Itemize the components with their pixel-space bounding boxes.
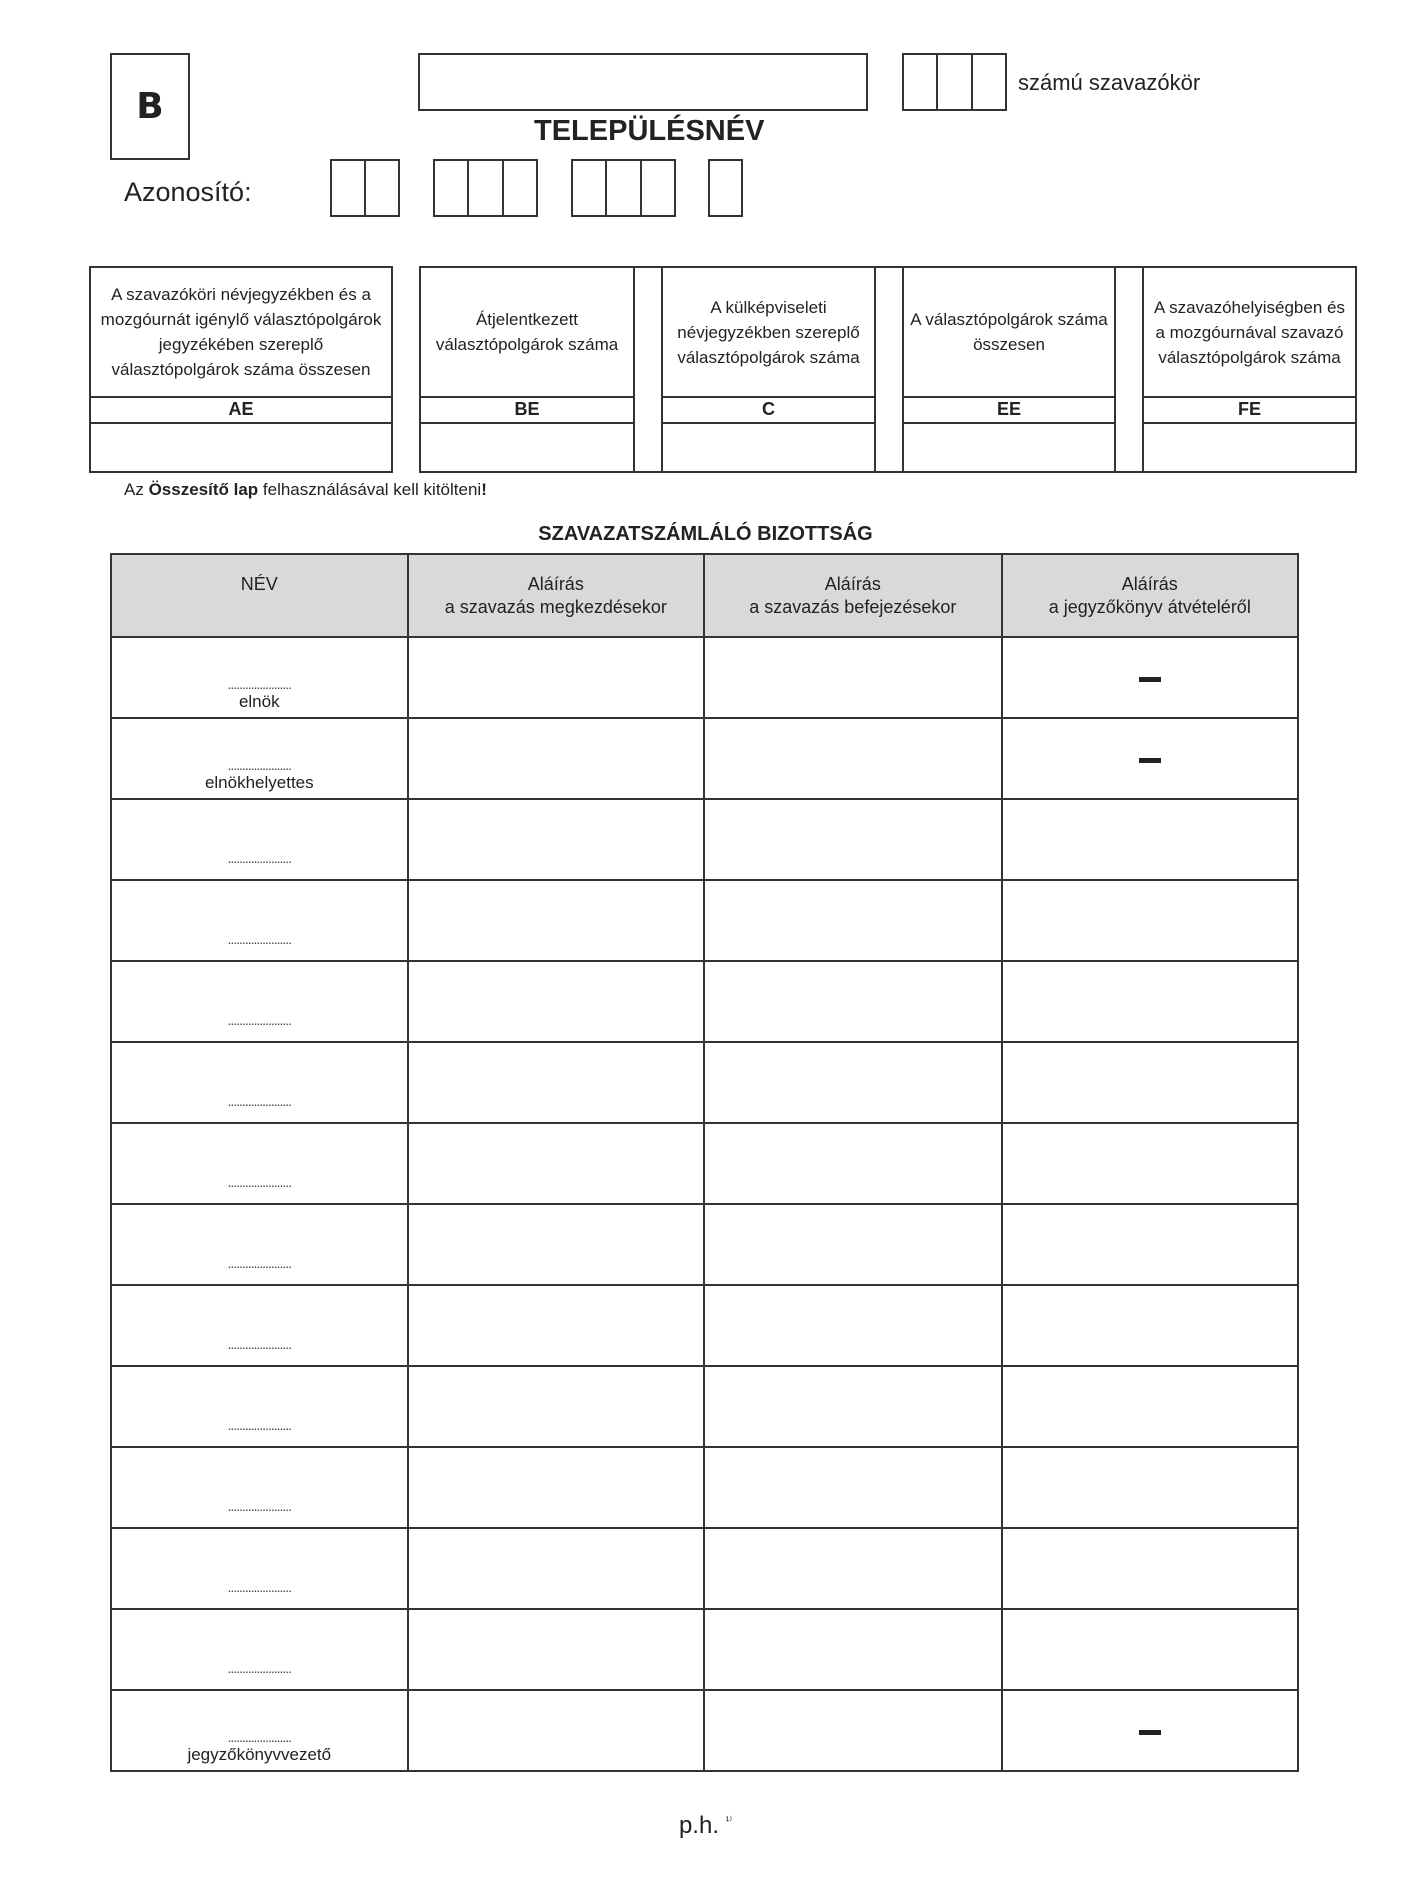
sig-end-cell[interactable] (704, 1690, 1001, 1771)
member-role (112, 1027, 407, 1041)
sig-end-cell[interactable] (704, 718, 1001, 799)
sig-end-cell[interactable] (704, 1123, 1001, 1204)
stat-value-fe[interactable] (1142, 422, 1357, 473)
sig-receipt-cell[interactable] (1002, 1609, 1298, 1690)
member-name-cell[interactable] (111, 799, 408, 880)
sig-receipt-column-header: Aláírás a jegyzőkönyv átvételéről (1002, 554, 1298, 637)
not-applicable-dash (1139, 677, 1161, 682)
name-dotted-line: ...................... (227, 1174, 292, 1190)
committee-row (111, 1285, 1298, 1366)
name-dotted-line: ...................... (227, 1336, 292, 1352)
sig-start-column-header: Aláírás a szavazás megkezdésekor (408, 554, 705, 637)
identifier-label: Azonosító: (124, 177, 252, 207)
committee-row (111, 1528, 1298, 1609)
fill-instruction: Az Összesítő lap felhasználásával kell kitölteni! (124, 480, 487, 499)
committee-row (111, 718, 1298, 799)
member-name-cell[interactable] (111, 1528, 408, 1609)
sig-end-cell[interactable] (704, 1204, 1001, 1285)
sig-start-cell[interactable] (408, 1528, 705, 1609)
committee-title: SZAVAZATSZÁMLÁLÓ BIZOTTSÁG (538, 523, 873, 545)
member-role: jegyzőkönyvvezető (187, 1745, 332, 1764)
committee-row (111, 799, 1298, 880)
member-name-cell[interactable] (111, 1204, 408, 1285)
member-role (112, 1432, 407, 1446)
committee-row (111, 1609, 1298, 1690)
stat-value-be[interactable] (419, 422, 635, 473)
member-name-cell[interactable] (111, 1285, 408, 1366)
sig-receipt-cell[interactable] (1002, 961, 1298, 1042)
sig-receipt-cell[interactable] (1002, 1285, 1298, 1366)
sig-start-cell[interactable] (408, 1123, 705, 1204)
sig-receipt-cell[interactable] (1002, 1366, 1298, 1447)
sig-start-cell[interactable] (408, 1366, 705, 1447)
sig-receipt-cell[interactable] (1002, 1447, 1298, 1528)
identifier-field-1[interactable] (330, 159, 400, 217)
sig-start-cell[interactable] (408, 637, 705, 718)
stat-code-ae: AE (89, 396, 393, 424)
name-dotted-line: ...................... (227, 850, 292, 866)
member-role (112, 946, 407, 960)
identifier-field-4[interactable] (708, 159, 743, 217)
member-name-cell[interactable] (111, 880, 408, 961)
member-role (112, 1189, 407, 1203)
committee-row (111, 880, 1298, 961)
stat-header-ee: A választópolgárok száma összesen (902, 266, 1116, 398)
settlement-name-field[interactable] (418, 53, 868, 111)
district-number-field[interactable] (902, 53, 1007, 111)
form-letter-box (110, 53, 190, 160)
stat-header-c: A külképviseleti névjegyzékben szereplő választópolgárok száma (661, 266, 876, 398)
sig-receipt-cell[interactable] (1002, 1042, 1298, 1123)
member-role (112, 865, 407, 879)
member-role (112, 1513, 407, 1527)
member-role (112, 1675, 407, 1689)
member-name-cell[interactable] (111, 1447, 408, 1528)
sig-start-cell[interactable] (408, 1690, 705, 1771)
sig-start-cell[interactable] (408, 799, 705, 880)
committee-row (111, 1447, 1298, 1528)
member-name-cell[interactable] (111, 718, 408, 799)
committee-row (111, 1690, 1298, 1771)
name-dotted-line: ...................... (227, 1579, 292, 1595)
sig-start-cell[interactable] (408, 880, 705, 961)
name-dotted-line: ...................... (227, 1255, 292, 1271)
stat-value-ae[interactable] (89, 422, 393, 473)
committee-row (111, 961, 1298, 1042)
member-name-cell[interactable] (111, 1042, 408, 1123)
member-name-cell[interactable] (111, 1690, 408, 1771)
name-dotted-line: ...................... (227, 1417, 292, 1433)
stat-code-c: C (661, 396, 876, 424)
not-applicable-dash (1139, 1730, 1161, 1735)
sig-end-cell[interactable] (704, 1366, 1001, 1447)
committee-row (111, 637, 1298, 718)
sig-end-column-header: Aláírás a szavazás befejezésekor (704, 554, 1001, 637)
stat-value-c[interactable] (661, 422, 876, 473)
place-title: TELEPÜLÉSNÉV (534, 115, 765, 147)
sig-receipt-cell[interactable] (1002, 799, 1298, 880)
sig-end-cell[interactable] (704, 1447, 1001, 1528)
stat-header-be: Átjelentkezett választópolgárok száma (419, 266, 635, 398)
name-dotted-line: ...................... (227, 931, 292, 947)
separator-cell (633, 266, 663, 473)
name-dotted-line: ...................... (227, 676, 292, 692)
member-role (112, 1594, 407, 1608)
member-role: elnök (238, 692, 280, 711)
committee-table (110, 553, 1299, 1772)
stat-code-be: BE (419, 396, 635, 424)
stat-value-ee[interactable] (902, 422, 1116, 473)
committee-row (111, 1204, 1298, 1285)
sig-start-cell[interactable] (408, 961, 705, 1042)
sig-start-cell[interactable] (408, 1609, 705, 1690)
sig-receipt-cell[interactable] (1002, 637, 1298, 718)
sig-start-cell[interactable] (408, 1285, 705, 1366)
sig-end-cell[interactable] (704, 1285, 1001, 1366)
name-dotted-line: ...................... (227, 1093, 292, 1109)
sig-start-cell[interactable] (408, 1042, 705, 1123)
form-letter: B (136, 86, 164, 127)
sig-receipt-cell[interactable] (1002, 718, 1298, 799)
member-role (112, 1108, 407, 1122)
sig-end-cell[interactable] (704, 637, 1001, 718)
member-name-cell[interactable] (111, 1366, 408, 1447)
name-dotted-line: ...................... (227, 1729, 292, 1745)
member-role (112, 1351, 407, 1365)
sig-end-cell[interactable] (704, 880, 1001, 961)
not-applicable-dash (1139, 758, 1161, 763)
sig-receipt-cell[interactable] (1002, 1123, 1298, 1204)
sig-end-cell[interactable] (704, 799, 1001, 880)
separator-cell (1114, 266, 1144, 473)
sig-end-cell[interactable] (704, 961, 1001, 1042)
name-dotted-line: ...................... (227, 1012, 292, 1028)
name-dotted-line: ...................... (227, 1498, 292, 1514)
sig-end-cell[interactable] (704, 1042, 1001, 1123)
member-name-cell[interactable] (111, 1123, 408, 1204)
member-role: elnökhelyettes (204, 773, 314, 792)
stat-code-fe: FE (1142, 396, 1357, 424)
separator-cell (874, 266, 904, 473)
sig-start-cell[interactable] (408, 1204, 705, 1285)
stat-code-ee: EE (902, 396, 1116, 424)
sig-start-cell[interactable] (408, 718, 705, 799)
sig-end-cell[interactable] (704, 1609, 1001, 1690)
member-name-cell[interactable] (111, 961, 408, 1042)
member-name-cell[interactable] (111, 1609, 408, 1690)
committee-row (111, 1123, 1298, 1204)
name-dotted-line: ...................... (227, 757, 292, 773)
sig-receipt-cell[interactable] (1002, 1204, 1298, 1285)
committee-row (111, 1366, 1298, 1447)
stamp-label: p.h. $^{^{1)}}$ (678, 1812, 733, 1839)
identifier-field-2[interactable] (433, 159, 538, 217)
district-label: számú szavazókör (1018, 70, 1201, 95)
sig-receipt-cell[interactable] (1002, 1690, 1298, 1771)
stat-header-ae: A szavazóköri névjegyzékben és a mozgóurnát igénylő választópolgárok jegyzékében szereplő választópolgárok száma összesen (89, 266, 393, 398)
sig-start-cell[interactable] (408, 1447, 705, 1528)
sig-receipt-cell[interactable] (1002, 1528, 1298, 1609)
member-role (112, 1270, 407, 1284)
name-dotted-line: ...................... (227, 1660, 292, 1676)
stat-header-fe: A szavazóhelyiségben és a mozgóurnával szavazó választópolgárok száma (1142, 266, 1357, 398)
identifier-field-3[interactable] (571, 159, 676, 217)
sig-end-cell[interactable] (704, 1528, 1001, 1609)
sig-receipt-cell[interactable] (1002, 880, 1298, 961)
member-name-cell[interactable] (111, 637, 408, 718)
committee-row (111, 1042, 1298, 1123)
name-column-header: NÉV (111, 554, 408, 637)
